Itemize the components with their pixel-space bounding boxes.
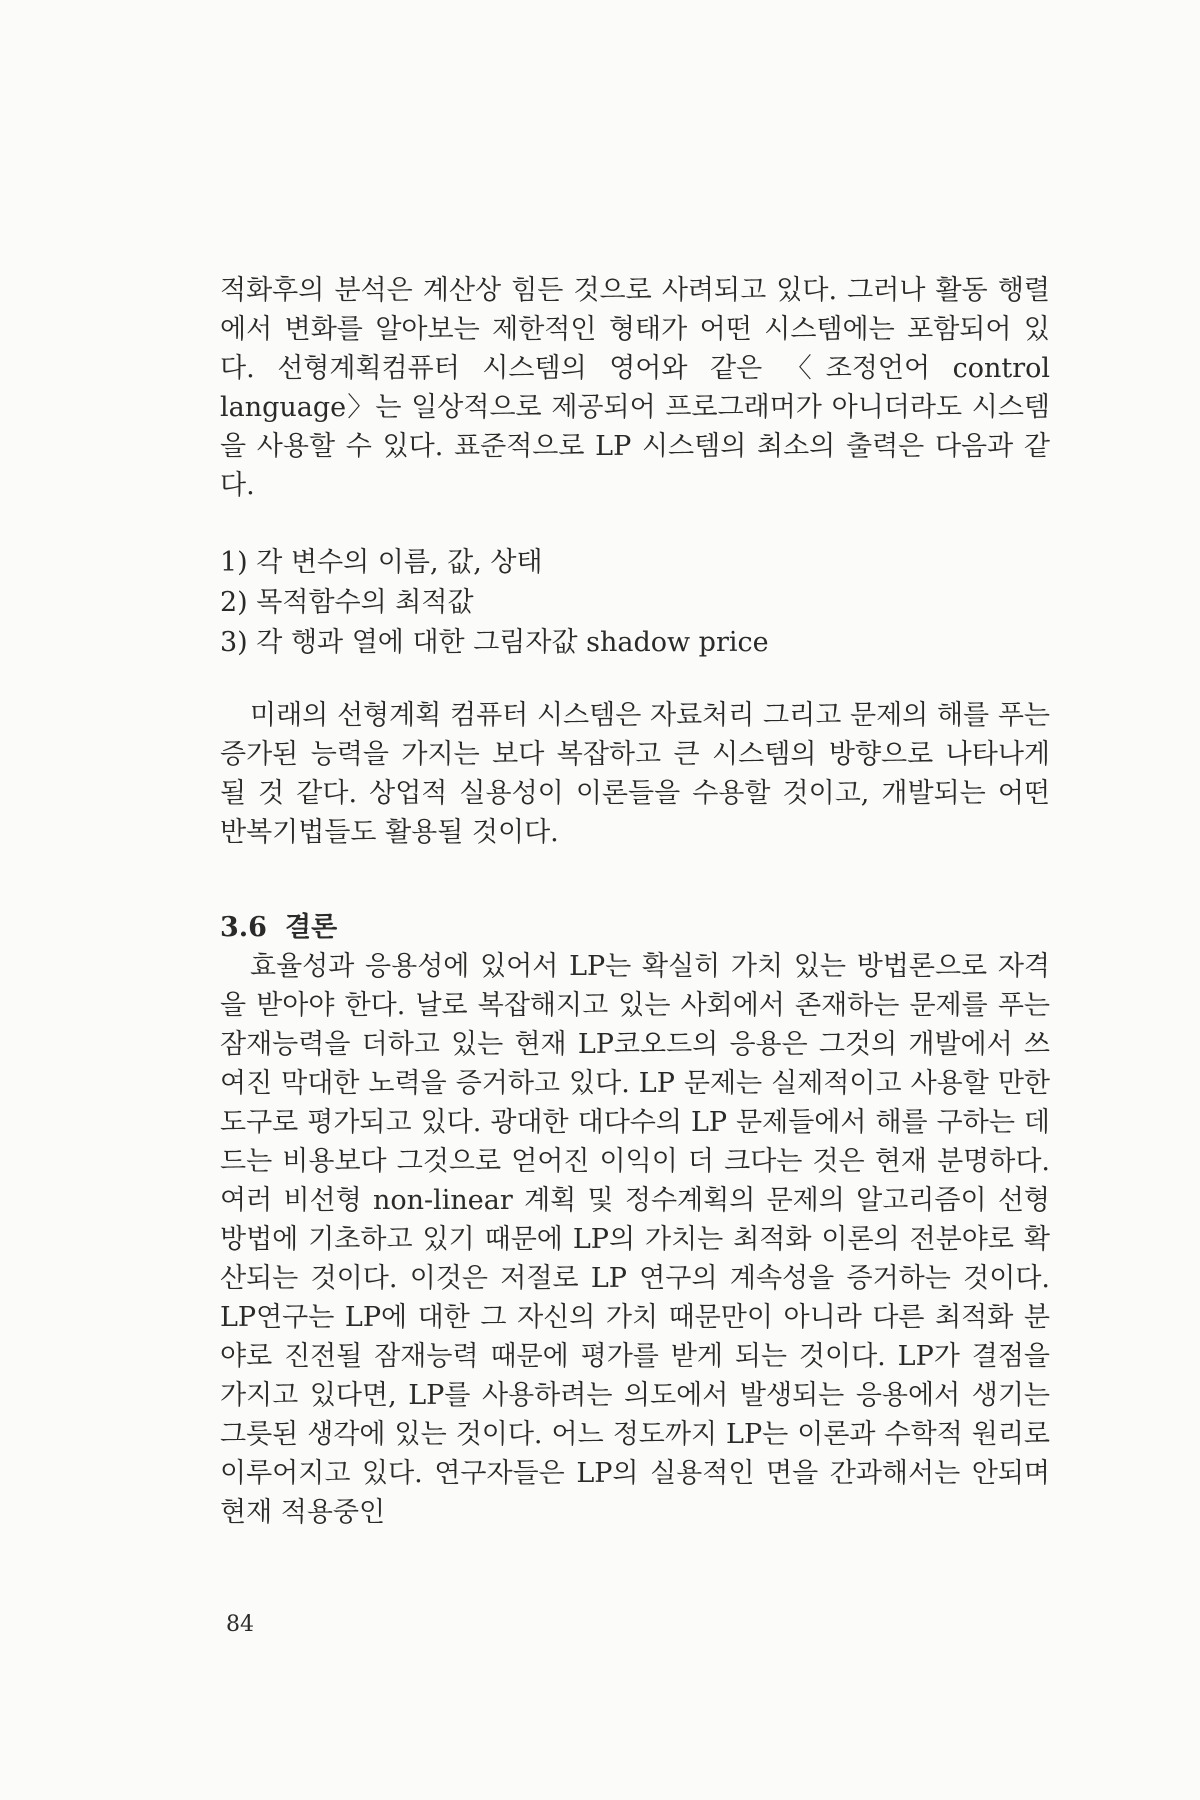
- output-list: [220, 543, 1050, 663]
- section-title: 결론: [284, 912, 338, 943]
- page-number: 84: [226, 1612, 254, 1637]
- paragraph-3: 효율성과 응용성에 있어서 LP는 확실히 가치 있는 방법론으로 자격을 받아야 한다. 날로 복잡해지고 있는 사회에서 존재하는 문제를 푸는 잠재능력을 더하고 있는 현재 LP코오드의 응용은 그것의 개발에서 쓰여진 막대한 노력을 증거하고 있다. LP 문제는 실제적이고 사용할 만한 도구로 평가되고 있다. 광대한 대다수의 LP 문제들에서 해를 구하는 데 드는 비용보다 그것으로 얻어진 이익이 더 크다는 것은 현재 분명하다. 여러 비선형 non-linear 계획 및 정수계획의 문제의 알고리즘이 선형방법에 기초하고 있기 때문에 LP의 가치는 최적화 이론의 전분야로 확산되는 것이다. 이것은 저절로 LP 연구의 계속성을 증거하는 것이다. LP연구는 LP에 대한 그 자신의 가치 때문만이 아니라 다른 최적화 분야로 진전될 잠재능력 때문에 평가를 받게 되는 것이다. LP가 결점을 가지고 있다면, LP를 사용하려는 의도에서 발생되는 응용에서 생기는 그릇된 생각에 있는 것이다. 어느 정도까지 LP는 이론과 수학적 원리로 이루어지고 있다. 연구자들은 LP의 실용적인 면을 간과해서는 안되며 현재 적용중인: [220, 951, 1050, 1528]
- section-number: 3.6: [220, 912, 267, 943]
- list-item: 2) 목적함수의 최적값: [220, 587, 474, 618]
- list-item: 3) 각 행과 열에 대한 그림자값 shadow price: [220, 627, 769, 658]
- paragraph-1: 적화후의 분석은 계산상 힘든 것으로 사려되고 있다. 그러나 활동 행렬에서 변화를 알아보는 제한적인 형태가 어떤 시스템에는 포함되어 있다. 선형계획컴퓨터 시스템의 영어와 같은 〈조정언어 control language〉는 일상적으로 제공되어 프로그래머가 아니더라도 시스템을 사용할 수 있다. 표준적으로 LP 시스템의 최소의 출력은 다음과 같다.: [220, 275, 1050, 501]
- paragraph-2: 미래의 선형계획 컴퓨터 시스템은 자료처리 그리고 문제의 해를 푸는 증가된 능력을 가지는 보다 복잡하고 큰 시스템의 방향으로 나타나게 될 것 같다. 상업적 실용성이 이론들을 수용할 것이고, 개발되는 어떤 반복기법들도 활용될 것이다.: [220, 700, 1050, 848]
- list-item: 1) 각 변수의 이름, 값, 상태: [220, 547, 543, 578]
- section-heading: [220, 908, 355, 947]
